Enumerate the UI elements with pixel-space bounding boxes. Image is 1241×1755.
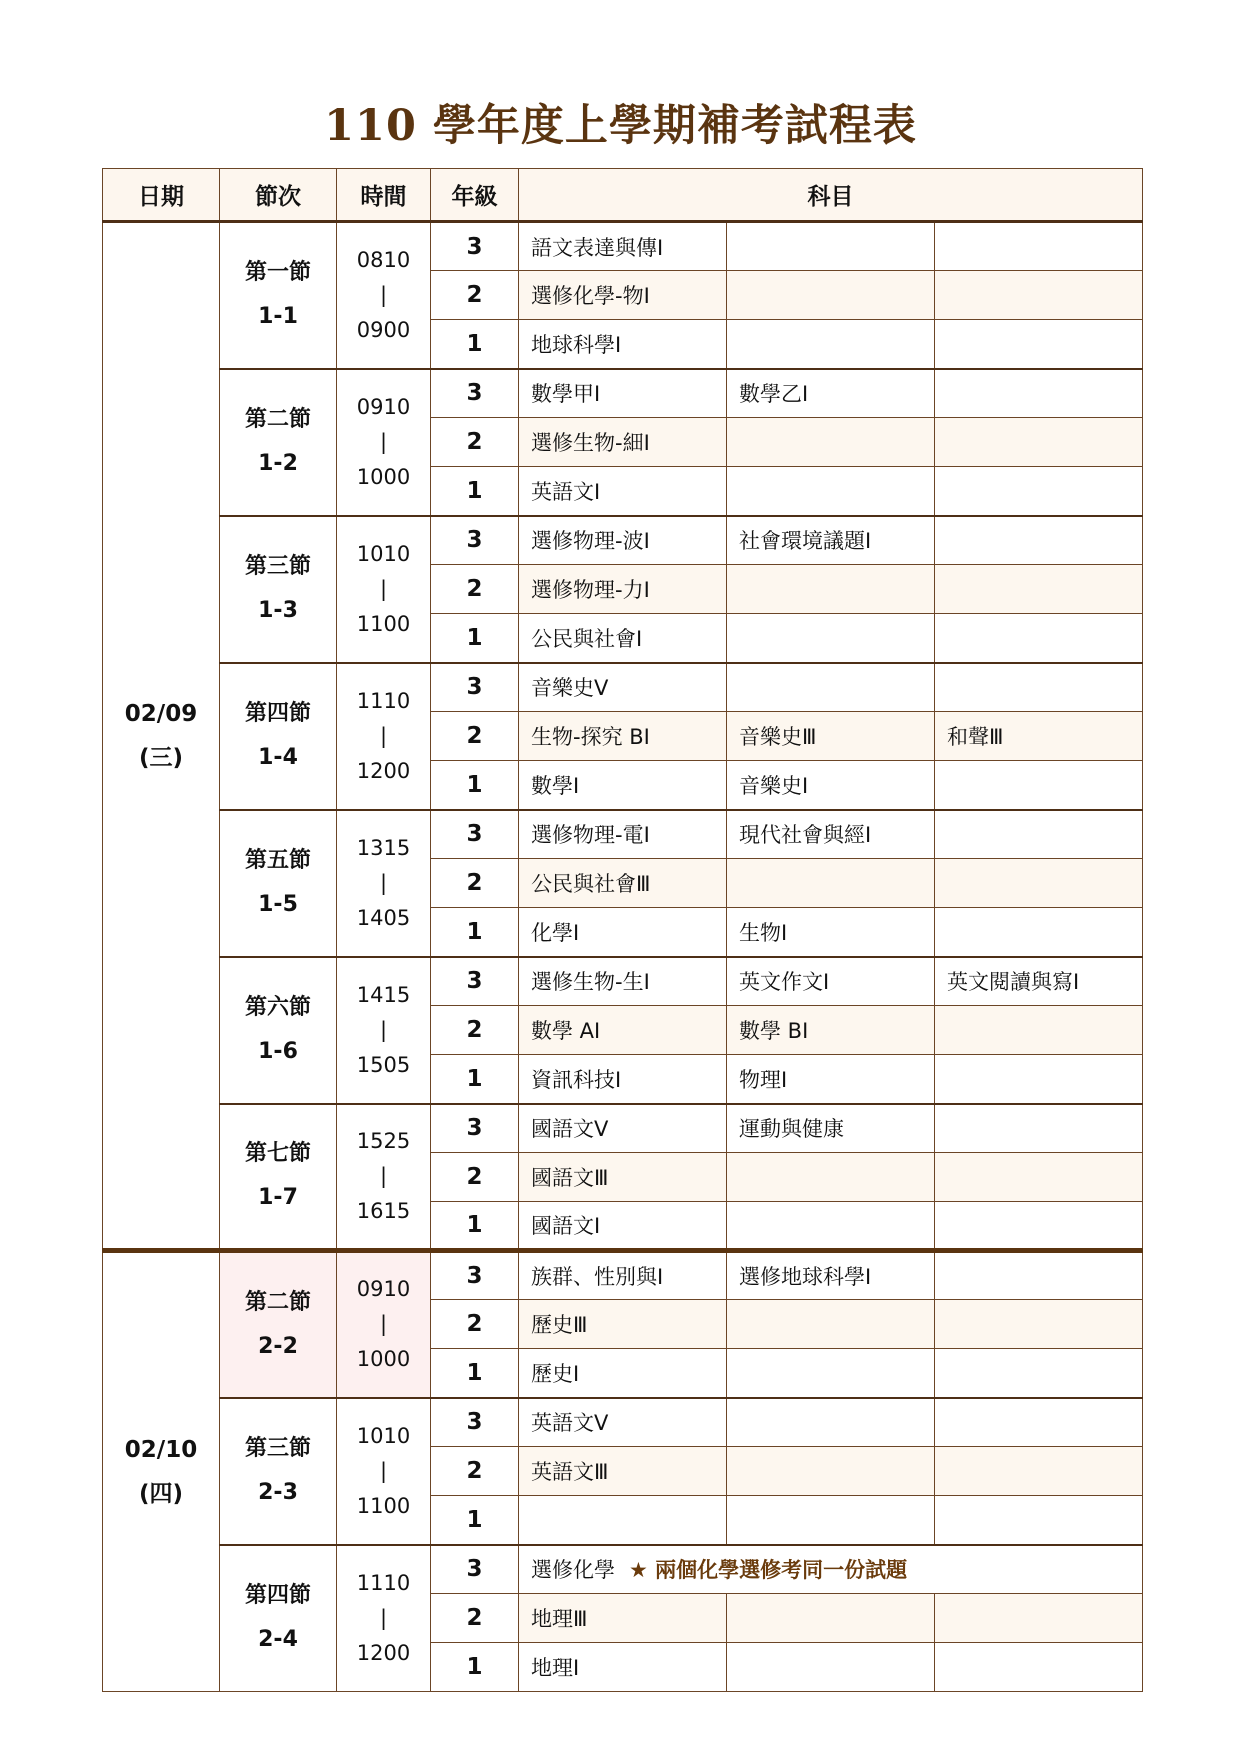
grade-cell: 1	[431, 1202, 519, 1251]
subject-cell	[935, 320, 1143, 369]
grade-cell: 3	[431, 810, 519, 859]
grade-cell: 3	[431, 957, 519, 1006]
subject-cell	[727, 467, 935, 516]
grade-cell: 1	[431, 761, 519, 810]
period-name: 第五節	[244, 848, 311, 873]
subject-cell	[727, 859, 935, 908]
time-start: 1010	[356, 1423, 411, 1448]
period-cell	[220, 516, 337, 663]
header-grade: 年級	[431, 169, 519, 222]
time-cell	[337, 222, 431, 369]
subject-cell	[935, 1447, 1143, 1496]
time-separator: |	[379, 1312, 388, 1337]
subject-cell	[935, 908, 1143, 957]
schedule-body	[103, 222, 1143, 1692]
time-cell	[337, 1251, 431, 1398]
period-code: 1-1	[258, 304, 298, 330]
subject-cell	[935, 467, 1143, 516]
subject-cell	[935, 1300, 1143, 1349]
subject-cell	[727, 1643, 935, 1692]
subject-cell: 語文表達與傳Ⅰ	[519, 222, 727, 271]
period-name: 第一節	[244, 260, 311, 286]
subject-cell: 地理Ⅲ	[519, 1594, 727, 1643]
period-name: 第四節	[244, 1583, 311, 1609]
subject-cell	[519, 1545, 1143, 1594]
grade-cell: 2	[431, 271, 519, 320]
subject-cell	[935, 1398, 1143, 1447]
time-start: 0910	[356, 394, 411, 419]
period-cell	[220, 957, 337, 1104]
subject-cell: 生物-探究 BⅠ	[519, 712, 727, 761]
subject-cell: 化學Ⅰ	[519, 908, 727, 957]
subject-cell	[519, 1496, 727, 1545]
weekday-label: (三)	[138, 744, 184, 771]
table-row	[103, 1545, 1143, 1594]
subject-cell	[727, 418, 935, 467]
period-cell	[220, 222, 337, 369]
table-row	[103, 1398, 1143, 1447]
subject-cell	[935, 1643, 1143, 1692]
subject-cell: 音樂史Ⅴ	[519, 663, 727, 712]
time-separator: |	[379, 1458, 388, 1483]
header-subjects: 科目	[519, 169, 1143, 222]
subject-cell	[935, 1055, 1143, 1104]
grade-cell: 3	[431, 516, 519, 565]
period-name: 第六節	[244, 995, 311, 1020]
grade-cell: 1	[431, 1349, 519, 1398]
table-row	[103, 1104, 1143, 1153]
subject-cell: 地球科學Ⅰ	[519, 320, 727, 369]
subject-cell: 現代社會與經Ⅰ	[727, 810, 935, 859]
time-start: 1525	[356, 1128, 411, 1153]
grade-cell: 1	[431, 908, 519, 957]
grade-cell: 3	[431, 1104, 519, 1153]
period-code: 2-2	[258, 1333, 298, 1359]
period-cell	[220, 369, 337, 516]
subject-cell	[727, 1349, 935, 1398]
subject-cell: 運動與健康	[727, 1104, 935, 1153]
grade-cell: 2	[431, 1594, 519, 1643]
time-separator: |	[379, 1605, 388, 1630]
table-row	[103, 1251, 1143, 1300]
subject-cell	[727, 663, 935, 712]
time-cell	[337, 810, 431, 957]
header-row	[103, 169, 1143, 222]
time-start: 1315	[356, 835, 411, 860]
period-name: 第七節	[244, 1141, 311, 1167]
subject-cell	[727, 271, 935, 320]
period-code: 2-4	[258, 1627, 298, 1653]
subject-cell: 資訊科技Ⅰ	[519, 1055, 727, 1104]
subject-cell: 選修物理-力Ⅰ	[519, 565, 727, 614]
time-start: 1110	[356, 688, 411, 713]
subject-cell	[727, 1398, 935, 1447]
period-name: 第二節	[244, 407, 311, 432]
period-cell	[220, 1104, 337, 1251]
header-time: 時間	[337, 169, 431, 222]
subject-cell: 歷史Ⅲ	[519, 1300, 727, 1349]
subject-cell: 國語文Ⅰ	[519, 1202, 727, 1251]
table-row	[103, 663, 1143, 712]
subject-cell: 選修物理-波Ⅰ	[519, 516, 727, 565]
time-end: 1100	[356, 611, 411, 636]
page-title: 110 學年度上學期補考試程表	[324, 101, 917, 151]
time-end: 1200	[356, 758, 411, 783]
subject-cell: 音樂史Ⅲ	[727, 712, 935, 761]
time-end: 1000	[356, 1347, 411, 1372]
subject-cell	[935, 663, 1143, 712]
period-cell	[220, 1545, 337, 1692]
subject-cell	[935, 565, 1143, 614]
period-cell	[220, 1251, 337, 1398]
subject-cell	[727, 1496, 935, 1545]
subject-cell	[935, 761, 1143, 810]
time-end: 1100	[356, 1493, 411, 1518]
subject-cell	[935, 418, 1143, 467]
subject-cell: 和聲Ⅲ	[935, 712, 1143, 761]
grade-cell: 1	[431, 467, 519, 516]
time-cell	[337, 369, 431, 516]
time-end: 1405	[356, 905, 411, 930]
subject-cell: 選修化學-物Ⅰ	[519, 271, 727, 320]
grade-cell: 3	[431, 1398, 519, 1447]
time-start: 0910	[356, 1277, 411, 1302]
time-end: 1505	[356, 1052, 411, 1077]
period-name: 第四節	[244, 701, 311, 726]
subject-cell: 歷史Ⅰ	[519, 1349, 727, 1398]
subject-cell: 選修物理-電Ⅰ	[519, 810, 727, 859]
grade-cell: 1	[431, 1496, 519, 1545]
period-code: 1-4	[258, 745, 298, 770]
time-separator: |	[379, 1017, 388, 1042]
weekday-label: (四)	[138, 1481, 184, 1507]
time-end: 0900	[356, 317, 411, 342]
header-period: 節次	[220, 169, 337, 222]
table-row	[103, 516, 1143, 565]
subject-cell	[935, 859, 1143, 908]
grade-cell: 2	[431, 859, 519, 908]
time-separator: |	[379, 282, 388, 307]
subject-cell	[727, 565, 935, 614]
date-cell	[103, 222, 220, 1251]
time-separator: |	[379, 1163, 388, 1188]
time-cell	[337, 1398, 431, 1545]
grade-cell: 3	[431, 369, 519, 418]
date-label: 02/10	[124, 1437, 198, 1463]
subject-cell: 英文閱讀與寫Ⅰ	[935, 957, 1143, 1006]
subject-cell	[727, 1153, 935, 1202]
subject-cell	[727, 222, 935, 271]
grade-cell: 2	[431, 1006, 519, 1055]
grade-cell: 1	[431, 614, 519, 663]
time-cell	[337, 957, 431, 1104]
grade-cell: 1	[431, 1643, 519, 1692]
subject-cell	[935, 1202, 1143, 1251]
subject-text: 選修化學	[531, 1558, 615, 1583]
period-code: 1-2	[258, 451, 298, 476]
subject-cell: 英語文Ⅴ	[519, 1398, 727, 1447]
subject-cell: 公民與社會Ⅰ	[519, 614, 727, 663]
period-cell	[220, 1398, 337, 1545]
grade-cell: 3	[431, 663, 519, 712]
grade-cell: 2	[431, 1300, 519, 1349]
period-code: 1-6	[258, 1039, 298, 1064]
table-row	[103, 810, 1143, 859]
exam-schedule-table	[102, 168, 1143, 1692]
subject-cell	[935, 222, 1143, 271]
time-separator: |	[379, 429, 388, 454]
subject-cell: 國語文Ⅴ	[519, 1104, 727, 1153]
date-label: 02/09	[124, 700, 198, 727]
period-name: 第二節	[244, 1289, 311, 1315]
time-end: 1000	[356, 464, 411, 489]
grade-cell: 3	[431, 222, 519, 271]
time-start: 1010	[356, 541, 411, 566]
subject-cell	[935, 516, 1143, 565]
time-cell	[337, 1545, 431, 1692]
grade-cell: 2	[431, 418, 519, 467]
subject-cell: 國語文Ⅲ	[519, 1153, 727, 1202]
period-code: 2-3	[258, 1480, 298, 1505]
subject-cell	[935, 271, 1143, 320]
subject-cell: 音樂史Ⅰ	[727, 761, 935, 810]
time-cell	[337, 1104, 431, 1251]
date-cell	[103, 1251, 220, 1692]
time-end: 1200	[356, 1640, 411, 1665]
table-row	[103, 957, 1143, 1006]
grade-cell: 2	[431, 565, 519, 614]
period-code: 1-3	[258, 598, 298, 623]
subject-cell: 地理Ⅰ	[519, 1643, 727, 1692]
subject-cell	[727, 1202, 935, 1251]
time-start: 1415	[356, 982, 411, 1007]
subject-cell	[935, 1349, 1143, 1398]
subject-cell	[935, 1496, 1143, 1545]
header-date: 日期	[103, 169, 220, 222]
subject-cell: 數學 AⅠ	[519, 1006, 727, 1055]
period-cell	[220, 663, 337, 810]
time-end: 1615	[356, 1198, 411, 1223]
time-start: 1110	[356, 1570, 411, 1595]
subject-cell	[935, 1594, 1143, 1643]
subject-cell	[727, 320, 935, 369]
grade-cell: 2	[431, 1153, 519, 1202]
grade-cell: 3	[431, 1545, 519, 1594]
period-code: 1-5	[258, 892, 298, 917]
subject-cell: 族群、性別與Ⅰ	[519, 1251, 727, 1300]
period-name: 第三節	[244, 554, 311, 579]
grade-cell: 3	[431, 1251, 519, 1300]
grade-cell: 1	[431, 1055, 519, 1104]
subject-cell	[727, 1594, 935, 1643]
time-cell	[337, 516, 431, 663]
period-code: 1-7	[258, 1185, 298, 1211]
time-separator: |	[379, 723, 388, 748]
subject-cell: 數學甲Ⅰ	[519, 369, 727, 418]
period-name: 第三節	[244, 1436, 311, 1461]
subject-cell	[727, 614, 935, 663]
period-cell	[220, 810, 337, 957]
time-start: 0810	[356, 247, 411, 272]
grade-cell: 1	[431, 320, 519, 369]
subject-cell	[935, 810, 1143, 859]
subject-cell: 物理Ⅰ	[727, 1055, 935, 1104]
subject-cell: 數學Ⅰ	[519, 761, 727, 810]
subject-cell: 選修生物-生Ⅰ	[519, 957, 727, 1006]
subject-cell	[727, 1447, 935, 1496]
subject-cell: 選修生物-細Ⅰ	[519, 418, 727, 467]
grade-cell: 2	[431, 712, 519, 761]
subject-cell: 生物Ⅰ	[727, 908, 935, 957]
time-cell	[337, 663, 431, 810]
time-separator: |	[379, 576, 388, 601]
table-row	[103, 222, 1143, 271]
grade-cell: 2	[431, 1447, 519, 1496]
subject-cell: 選修地球科學Ⅰ	[727, 1251, 935, 1300]
subject-cell	[727, 1300, 935, 1349]
subject-cell: 公民與社會Ⅲ	[519, 859, 727, 908]
subject-cell: 數學 BⅠ	[727, 1006, 935, 1055]
subject-cell	[935, 1104, 1143, 1153]
subject-cell	[935, 614, 1143, 663]
subject-cell	[935, 369, 1143, 418]
note-text: ★ 兩個化學選修考同一份試題	[629, 1558, 908, 1583]
subject-cell: 英文作文Ⅰ	[727, 957, 935, 1006]
subject-cell	[935, 1251, 1143, 1300]
subject-cell: 社會環境議題Ⅰ	[727, 516, 935, 565]
subject-cell: 數學乙Ⅰ	[727, 369, 935, 418]
subject-cell: 英語文Ⅰ	[519, 467, 727, 516]
table-row	[103, 369, 1143, 418]
time-separator: |	[379, 870, 388, 895]
subject-cell	[935, 1006, 1143, 1055]
subject-cell: 英語文Ⅲ	[519, 1447, 727, 1496]
subject-cell	[935, 1153, 1143, 1202]
